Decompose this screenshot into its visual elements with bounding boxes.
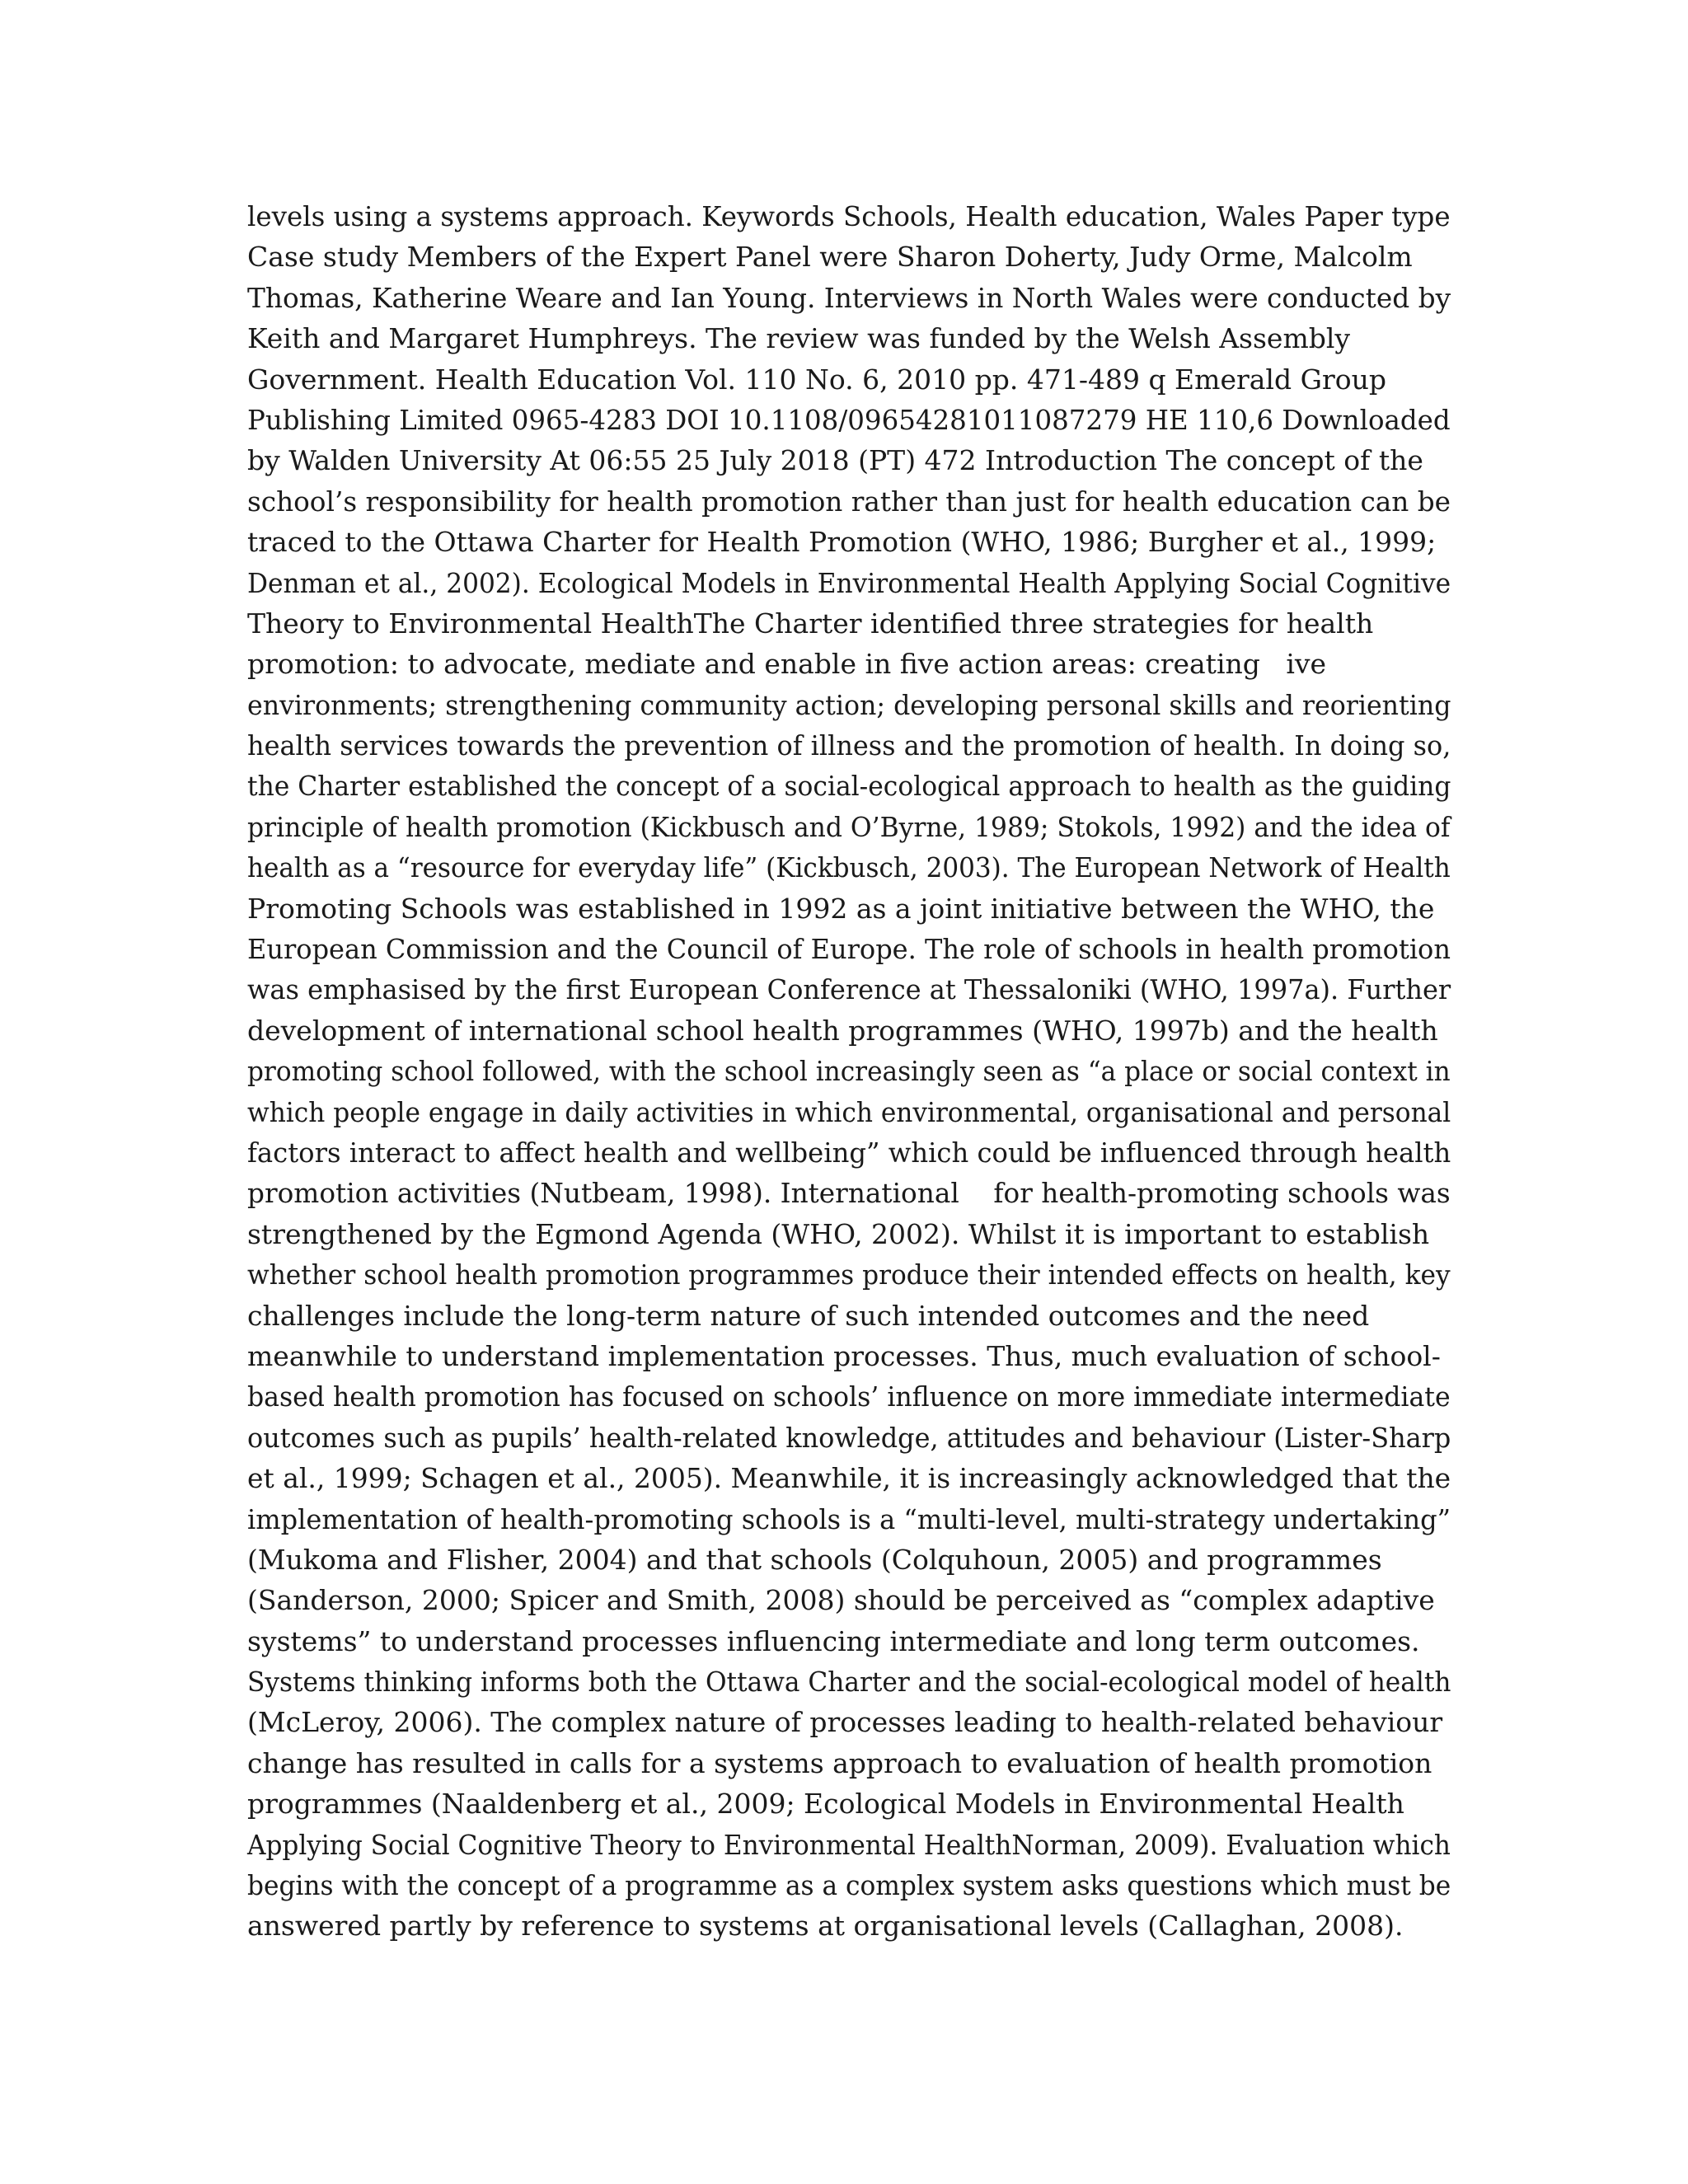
text-line: school’s responsibility for health promotion rather than just for health education can be: [247, 485, 1451, 518]
text-line: Thomas, Katherine Weare and Ian Young. Interviews in North Wales were conducted by: [247, 281, 1451, 314]
text-line: Promoting Schools was established in 1992 as a joint initiative between the WHO, the: [247, 892, 1435, 925]
text-line: whether school health promotion programmes produce their intended effects on health, key: [247, 1258, 1451, 1291]
text-line: Publishing Limited 0965-4283 DOI 10.1108/09654281011087279 HE 110,6 Downloaded: [247, 403, 1451, 436]
text-line: was emphasised by the first European Conference at Thessaloniki (WHO, 1997a). Further: [247, 973, 1451, 1006]
text-line: promoting school followed, with the school increasingly seen as “a place or social context in: [247, 1055, 1451, 1088]
text-line: strengthened by the Egmond Agenda (WHO, 2002). Whilst it is important to establish: [247, 1217, 1430, 1250]
text-line: levels using a systems approach. Keywords Schools, Health education, Wales Paper type: [247, 200, 1451, 232]
text-line: outcomes such as pupils’ health-related knowledge, attitudes and behaviour (Lister-Sharp: [247, 1421, 1451, 1454]
text-line: promotion activities (Nutbeam, 1998). International for health-promoting schools was: [247, 1177, 1451, 1210]
text-line: Theory to Environmental HealthThe Charter identified three strategies for health: [247, 607, 1374, 640]
text-line: promotion: to advocate, mediate and enable in five action areas: creating ive: [247, 648, 1327, 681]
text-line: environments; strengthening community action; developing personal skills and reorienting: [247, 688, 1451, 721]
text-line: Denman et al., 2002). Ecological Models in Environmental Health Applying Social Cognitive: [247, 566, 1451, 599]
text-line: development of international school health programmes (WHO, 1997b) and the health: [247, 1014, 1438, 1047]
text-line: programmes (Naaldenberg et al., 2009; Ecological Models in Environmental Health: [247, 1788, 1404, 1821]
text-line: Systems thinking informs both the Ottawa Charter and the social-ecological model of health: [247, 1666, 1451, 1699]
text-line: (Sanderson, 2000; Spicer and Smith, 2008) should be perceived as “complex adaptive: [247, 1584, 1435, 1617]
text-line: systems” to understand processes influencing intermediate and long term outcomes.: [247, 1624, 1420, 1657]
text-line: by Walden University At 06:55 25 July 2018 (PT) 472 Introduction The concept of the: [247, 444, 1423, 477]
text-line: factors interact to affect health and wellbeing” which could be influenced through health: [247, 1136, 1451, 1169]
text-line: answered partly by reference to systems at organisational levels (Callaghan, 2008).: [247, 1910, 1404, 1943]
text-line: Case study Members of the Expert Panel were Sharon Doherty, Judy Orme, Malcolm: [247, 241, 1413, 274]
text-line: begins with the concept of a programme as a complex system asks questions which must be: [247, 1869, 1451, 1902]
text-line: implementation of health-promoting schools is a “multi-level, multi-strategy undertaking”: [247, 1502, 1451, 1535]
text-line: Keith and Margaret Humphreys. The review was funded by the Welsh Assembly: [247, 322, 1351, 355]
text-line: health as a “resource for everyday life” (Kickbusch, 2003). The European Network of Health: [247, 851, 1451, 884]
text-line: Applying Social Cognitive Theory to Environmental HealthNorman, 2009). Evaluation which: [247, 1828, 1451, 1861]
text-line: which people engage in daily activities in which environmental, organisational and personal: [247, 1095, 1451, 1128]
body-text: [247, 196, 1451, 1947]
text-line: based health promotion has focused on schools’ influence on more immediate intermediate: [247, 1380, 1451, 1413]
text-line: (McLeroy, 2006). The complex nature of processes leading to health-related behaviour: [247, 1706, 1443, 1739]
text-line: challenges include the long-term nature of such intended outcomes and the need: [247, 1299, 1370, 1332]
text-line: et al., 1999; Schagen et al., 2005). Meanwhile, it is increasingly acknowledged that the: [247, 1462, 1451, 1495]
text-line: (Mukoma and Flisher, 2004) and that schools (Colquhoun, 2005) and programmes: [247, 1543, 1382, 1576]
text-line: meanwhile to understand implementation processes. Thus, much evaluation of school-: [247, 1339, 1441, 1372]
text-line: the Charter established the concept of a social-ecological approach to health as the guiding: [247, 770, 1451, 803]
text-line: European Commission and the Council of Europe. The role of schools in health promotion: [247, 933, 1451, 966]
text-line: Government. Health Education Vol. 110 No. 6, 2010 pp. 471-489 q Emerald Group: [247, 363, 1386, 396]
text-line: principle of health promotion (Kickbusch and O’Byrne, 1989; Stokols, 1992) and the idea of: [247, 810, 1451, 843]
text-line: health services towards the prevention of illness and the promotion of health. In doing so,: [247, 729, 1451, 762]
text-line: traced to the Ottawa Charter for Health Promotion (WHO, 1986; Burgher et al., 1999;: [247, 526, 1437, 559]
text-line: change has resulted in calls for a systems approach to evaluation of health promotion: [247, 1746, 1432, 1779]
